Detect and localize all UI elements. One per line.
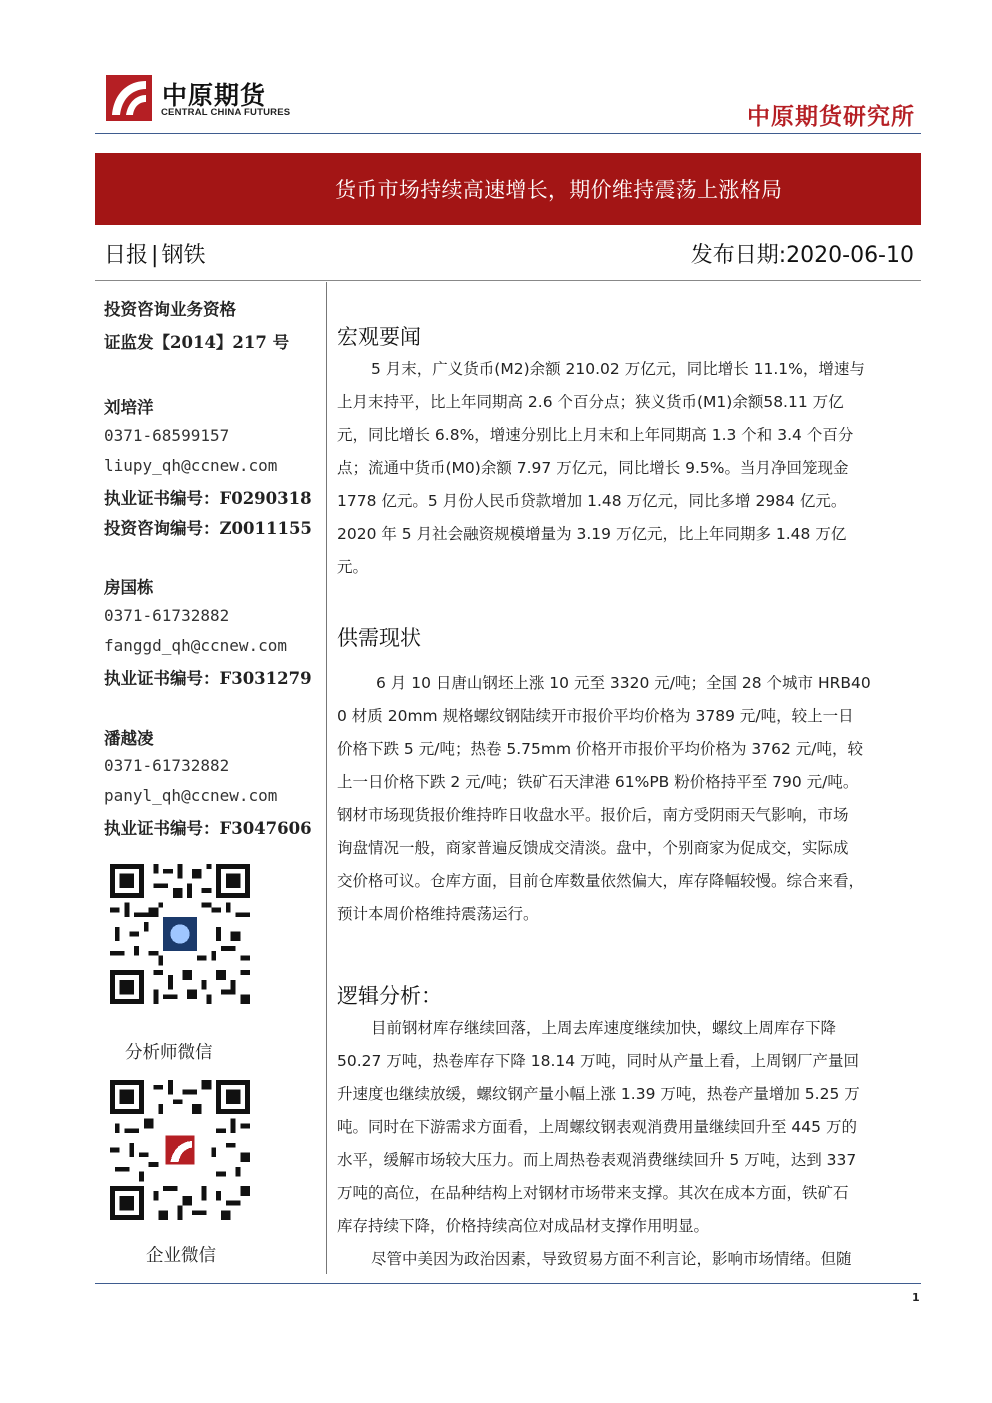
- paragraph-line: 6 月 10 日唐山钢坯上涨 10 元至 3320 元/吨；全国 28 个城市 HRB40: [376, 674, 871, 692]
- header-divider: [95, 133, 921, 134]
- qualification-title: 投资咨询业务资格: [104, 300, 236, 319]
- paragraph-line: 0 材质 20mm 规格螺纹钢陆续开市报价平均价格为 3789 元/吨，较上一日: [337, 707, 854, 725]
- section-title-logic: 逻辑分析：: [337, 984, 442, 1008]
- logic-paragraph: [337, 1012, 917, 1276]
- macro-paragraph: [337, 353, 917, 584]
- publish-date-value: 2020-06-10: [786, 243, 914, 268]
- report-type-separator: |: [151, 243, 159, 268]
- analyst-consult-id: 投资咨询编号：Z0011155: [104, 519, 312, 538]
- section-title-supply: 供需现状: [337, 626, 421, 650]
- publish-date: [691, 238, 914, 269]
- analyst-license: 执业证书编号：F3047606: [104, 819, 312, 838]
- paragraph-line: 目前钢材库存继续回落，上周去库速度继续加快，螺纹上周库存下降: [371, 1019, 837, 1037]
- analyst-license: 执业证书编号：F3031279: [104, 669, 312, 688]
- analyst-wechat-qr-icon: [110, 862, 250, 1006]
- logo-english-name: CENTRAL CHINA FUTURES: [161, 107, 291, 118]
- paragraph-line: 上一日价格下跌 2 元/吨；铁矿石天津港 61%PB 粉价格持平至 790 元/吨。: [337, 773, 859, 791]
- supply-paragraph: [337, 667, 917, 931]
- paragraph-line: 交价格可议。仓库方面，目前仓库数量依然偏大，库存降幅较慢。综合来看，: [337, 872, 865, 890]
- report-category: 钢铁: [161, 243, 206, 268]
- analyst-qr-label: 分析师微信: [125, 1043, 213, 1063]
- analyst-phone: 0371-68599157: [104, 426, 230, 445]
- paragraph-line: 预计本周价格维持震荡运行。: [337, 905, 539, 923]
- paragraph-line: 1778 亿元。5 月份人民币贷款增加 1.48 万亿元，同比多增 2984 亿元。: [337, 492, 847, 510]
- subheader-divider: [95, 280, 921, 281]
- paragraph-line: 库存持续下降，价格持续高位对成品材支撑作用明显。: [337, 1217, 710, 1235]
- publish-date-label: 发布日期:: [690, 243, 787, 268]
- page-number: 1: [912, 1291, 920, 1304]
- report-type: [104, 238, 205, 269]
- analyst-email[interactable]: fanggd_qh@ccnew.com: [104, 636, 288, 655]
- paragraph-line: 万吨的高位，在品种结构上对钢材市场带来支撑。其次在成本方面，铁矿石: [337, 1184, 849, 1202]
- paragraph-line: 元。: [337, 558, 369, 576]
- paragraph-line: 钢材市场现货报价维持昨日收盘水平。报价后，南方受阴雨天气影响，市场: [337, 806, 849, 824]
- logo-chinese-name: 中原期货: [162, 81, 267, 110]
- paragraph-line: 点；流通中货币(M0)余额 7.97 万亿元，同比增长 9.5%。当月净回笼现金: [337, 459, 849, 477]
- paragraph-line: 50.27 万吨，热卷库存下降 18.14 万吨，同时从产量上看，上周钢厂产量回: [337, 1052, 860, 1070]
- institute-name: 中原期货研究所: [747, 104, 915, 130]
- paragraph-line: 上月末持平，比上年同期高 2.6 个百分点；狭义货币(M1)余额58.11 万亿: [337, 393, 844, 411]
- analyst-license: 执业证书编号：F0290318: [104, 489, 312, 508]
- report-type-label: 日报: [104, 243, 149, 268]
- company-logo-mark: [106, 75, 152, 121]
- paragraph-line: 价格下跌 5 元/吨；热卷 5.75mm 价格开市报价平均价格为 3762 元/吨，较: [337, 740, 864, 758]
- paragraph-line: 吨。同时在下游需求方面看，上周螺纹钢表观消费用量继续回升至 445 万的: [337, 1118, 857, 1136]
- analyst-phone: 0371-61732882: [104, 606, 230, 625]
- analyst-name: 房国栋: [104, 578, 154, 597]
- paragraph-line: 5 月末，广义货币(M2)余额 210.02 万亿元，同比增长 11.1%，增速与: [371, 360, 865, 378]
- footer-divider: [95, 1283, 921, 1284]
- qualification-cert: 证监发【2014】217 号: [104, 333, 290, 352]
- report-title: 货币市场持续高速增长，期价维持震荡上涨格局: [335, 178, 783, 202]
- analyst-name: 潘越凌: [104, 729, 154, 748]
- analyst-phone: 0371-61732882: [104, 756, 230, 775]
- column-divider: [326, 282, 327, 1274]
- paragraph-line: 询盘情况一般，商家普遍反馈成交清淡。盘中，个别商家为促成交，实际成: [337, 839, 849, 857]
- analyst-email[interactable]: liupy_qh@ccnew.com: [104, 456, 278, 475]
- company-wechat-qr-icon: [110, 1078, 250, 1222]
- paragraph-line: 尽管中美因为政治因素，导致贸易方面不利言论，影响市场情绪。但随: [371, 1250, 852, 1268]
- company-qr-label: 企业微信: [146, 1246, 216, 1266]
- analyst-email[interactable]: panyl_qh@ccnew.com: [104, 786, 278, 805]
- paragraph-line: 水平，缓解市场较大压力。而上周热卷表观消费继续回升 5 万吨，达到 337: [337, 1151, 857, 1169]
- paragraph-line: 元，同比增长 6.8%，增速分别比上月末和上年同期高 1.3 个和 3.4 个百分: [337, 426, 854, 444]
- paragraph-line: 升速度也继续放缓，螺纹钢产量小幅上涨 1.39 万吨，热卷产量增加 5.25 万: [337, 1085, 860, 1103]
- paragraph-line: 2020 年 5 月社会融资规模增量为 3.19 万亿元，比上年同期多 1.48 万亿: [337, 525, 847, 543]
- section-title-macro: 宏观要闻: [337, 325, 421, 349]
- analyst-name: 刘培洋: [104, 398, 154, 417]
